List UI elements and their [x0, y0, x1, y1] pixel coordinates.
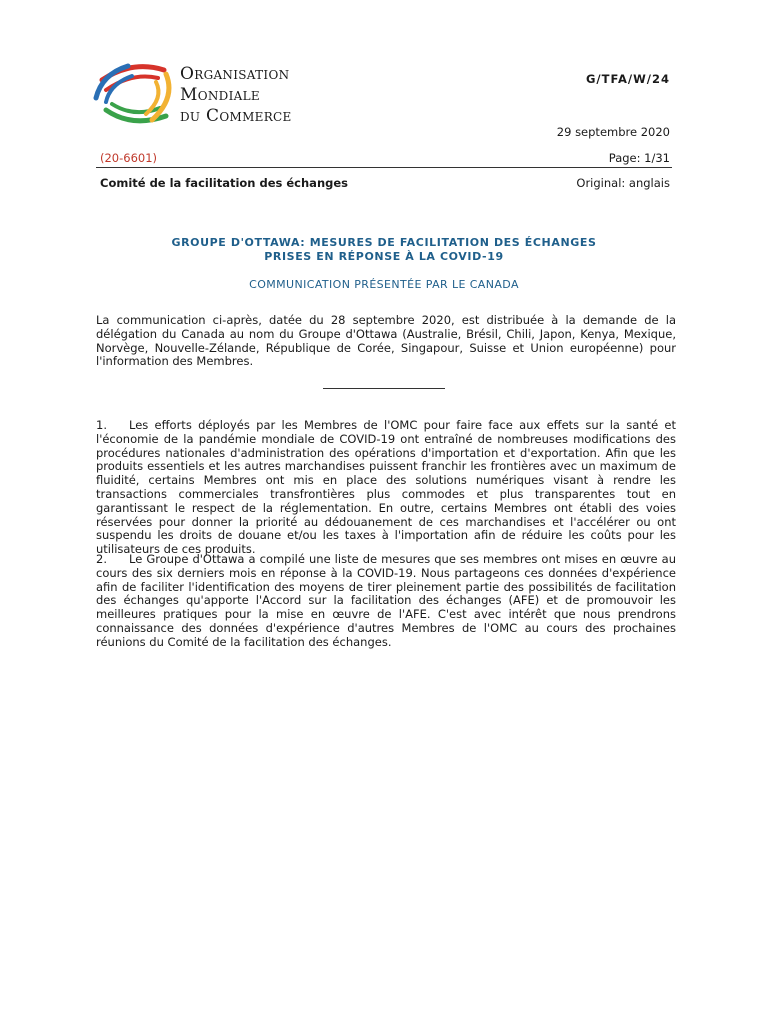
- document-reference: (20-6601): [100, 151, 158, 165]
- title-line2: PRISES EN RÉPONSE À LA COVID-19: [264, 250, 504, 263]
- page-number: Page: 1/31: [608, 151, 670, 165]
- org-name-line1: Organisation: [180, 64, 290, 84]
- paragraph-1: [96, 419, 676, 557]
- paragraph-text: Les efforts déployés par les Membres de l'OMC pour faire face aux effets sur la santé et l'économie de la pandémie mondiale de COVID-19 ont entraîné de nombreuses modifications des procédures nationales d'administration des opérations d'importation et d'exportation. Afin que les produits essentiels et les autres marchandises puissent franchir les frontières avec un maximum de fluidité, certains Membres ont mis en place des solutions numériques visant à rendre les transactions commerciales transfrontières plus commodes et plus transparentes tout en garantissant le respect de la réglementation. En outre, certains Membres ont établi des voies réservées pour donner la priorité au dédouanement de ces marchandises et l'accélérer ou ont suspendu les droits de douane et/ou les taxes à l'importation afin de réduire les coûts pour les utilisateurs de ces produits.: [96, 418, 676, 557]
- original-language: Original: anglais: [576, 176, 670, 190]
- paragraph-text: Le Groupe d'Ottawa a compilé une liste de mesures que ses membres ont mises en œuvre au cours des six derniers mois en réponse à la COVID-19. Nous partageons ces données d'expérience afin de faciliter l'identification des moyens de tirer pleinement partie des possibilités de facilitation des échanges qu'apporte l'Accord sur la facilitation des échanges (AFE) et de promouvoir les meilleures pratiques pour la mise en œuvre de l'AFE. C'est avec intérêt que nous prendrons connaissance des données d'expérience d'autres Membres de l'OMC au cours des prochaines réunions du Comité de la facilitation des échanges.: [96, 552, 676, 649]
- document-title: [96, 236, 672, 264]
- document-subtitle: COMMUNICATION PRÉSENTÉE PAR LE CANADA: [249, 278, 519, 291]
- org-name-line3: du Commerce: [180, 106, 292, 126]
- intro-paragraph: La communication ci-après, datée du 28 septembre 2020, est distribuée à la demande de la délégation du Canada au nom du Groupe d'Ottawa (Australie, Brésil, Chili, Japon, Kenya, Mexique, Norvège, Nouvelle-Zélande, République de Corée, Singapour, Suisse et Union européenne) pour l'information des Membres.: [96, 313, 676, 369]
- organization-name: [180, 64, 292, 127]
- paragraph-2: [96, 553, 676, 650]
- document-symbol: G/TFA/W/24: [585, 72, 670, 86]
- title-line1: GROUPE D'OTTAWA: MESURES DE FACILITATION DES ÉCHANGES: [171, 236, 597, 249]
- section-separator: [323, 388, 445, 389]
- header-divider: [96, 167, 672, 168]
- paragraph-number: 1.: [96, 418, 107, 432]
- committee-name: Comité de la facilitation des échanges: [100, 176, 349, 190]
- org-name-line2: Mondiale: [180, 85, 260, 105]
- wto-logo-icon: [92, 58, 176, 130]
- paragraph-number: 2.: [96, 552, 107, 566]
- document-date: 29 septembre 2020: [556, 125, 670, 139]
